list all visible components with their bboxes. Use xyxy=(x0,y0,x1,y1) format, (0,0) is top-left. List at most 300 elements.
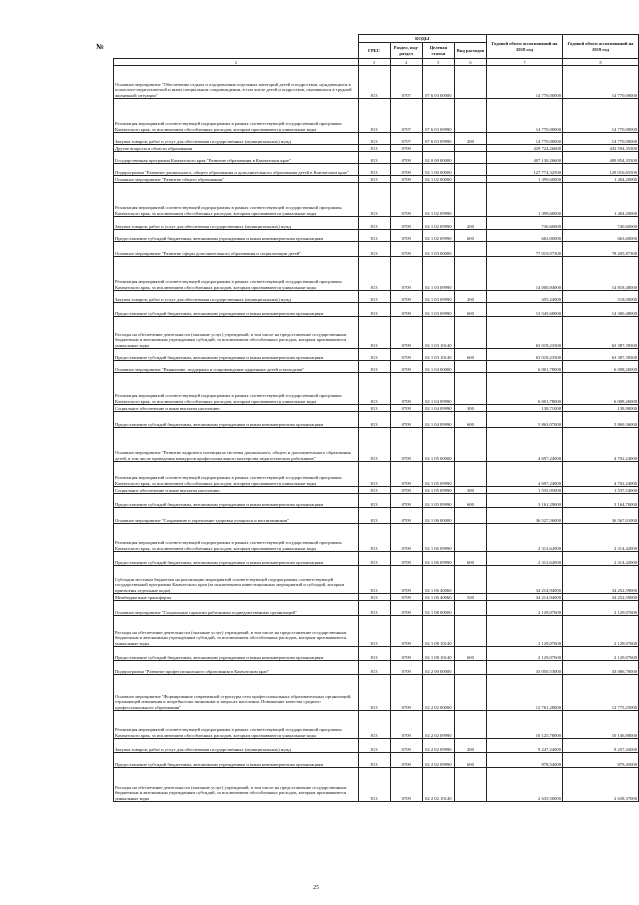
row-razdel: 0709 xyxy=(390,462,422,487)
row-celevaya: 02 1 06 09990 xyxy=(422,524,454,552)
row-grbs: 813 xyxy=(358,303,390,317)
row-celevaya: 02 1 02 09990 xyxy=(422,230,454,242)
row-name: Закупка товаров, работ и услуг для обеспечения государственных (муниципальных) нужд xyxy=(114,291,359,303)
row-2018: 878,54000 xyxy=(487,753,563,768)
row-vid: 600 xyxy=(454,552,486,566)
row-grbs: 813 xyxy=(358,462,390,487)
row-grbs: 813 xyxy=(358,616,390,647)
row-razdel: 0709 xyxy=(390,601,422,616)
row-grbs: 813 xyxy=(358,552,390,566)
row-name: Предоставление субсидий бюджетным, автономным учреждениям и иным некоммерческим организациям xyxy=(114,230,359,242)
row-2019: 1 404,20000 xyxy=(563,176,639,183)
row-2018: 14 770,00000 xyxy=(487,133,563,145)
row-2018: 63 018,23300 xyxy=(487,349,563,361)
row-2019: 138,90000 xyxy=(563,405,639,412)
row-celevaya: 02 1 04 09990 xyxy=(422,405,454,412)
row-grbs: 813 xyxy=(358,494,390,508)
row-2019: 409 854,35300 xyxy=(563,152,639,164)
row-razdel: 0709 xyxy=(390,164,422,176)
table-body xyxy=(114,59,639,802)
row-grbs: 813 xyxy=(358,133,390,145)
row-grbs: 813 xyxy=(358,647,390,661)
row-celevaya: 02 2 02 00000 xyxy=(422,675,454,711)
table-row xyxy=(114,711,639,739)
row-name: Реализация мероприятий соответствующей подпрограммы в рамках соответствующей государственной программы Камчатского края, за исключением обособленных расходов, которым присваиваются уникальные коды xyxy=(114,524,359,552)
table-row xyxy=(114,601,639,616)
row-name: Расходы на обеспечение деятельности (оказание услуг) учреждений, в том числе на предоставление государственным бюджетным и автономным учреждениям субсидий, за исключением обособленных расходов, которым присваиваются уникальные коды xyxy=(114,768,359,802)
row-razdel: 0709 xyxy=(390,183,422,217)
row-name: Основное мероприятие "Формирование современной структуры сети профессиональных образовательных организаций, отражающей изменения в потребностях экономики и запросах населения. Повышение качества среднего профессионального образования" xyxy=(114,675,359,711)
row-vid xyxy=(454,566,486,594)
row-celevaya: 02 1 05 09990 xyxy=(422,494,454,508)
row-name: Подпрограмма "Развитие дошкольного, общего образования и дополнительного образования детей в Камчатском крае" xyxy=(114,164,359,176)
row-name: Предоставление субсидий бюджетным, автономным учреждениям и иным некоммерческим организациям xyxy=(114,753,359,768)
row-vid: 600 xyxy=(454,494,486,508)
row-2018: 2 312,62000 xyxy=(487,524,563,552)
row-celevaya: 07 6 03 09990 xyxy=(422,99,454,133)
table-row xyxy=(114,217,639,230)
column-index: 2 xyxy=(114,59,359,66)
table-row xyxy=(114,361,639,373)
row-name: Реализация мероприятий соответствующей подпрограммы в рамках соответствующей государственной программы Камчатского края, за исключением обособленных расходов, которым присваиваются уникальные коды xyxy=(114,711,359,739)
table-row xyxy=(114,230,639,242)
row-razdel: 0709 xyxy=(390,524,422,552)
table-row xyxy=(114,152,639,164)
row-grbs: 813 xyxy=(358,183,390,217)
row-celevaya: 02 1 02 00000 xyxy=(422,176,454,183)
row-name: Другие вопросы в области образования xyxy=(114,145,359,152)
row-2018: 127 774,32500 xyxy=(487,164,563,176)
row-celevaya: 02 2 02 09990 xyxy=(422,739,454,753)
row-vid xyxy=(454,145,486,152)
row-2018: 36 527,56000 xyxy=(487,508,563,524)
row-grbs: 813 xyxy=(358,291,390,303)
row-celevaya: 02 1 06 00000 xyxy=(422,508,454,524)
row-vid xyxy=(454,428,486,462)
row-razdel: 0709 xyxy=(390,303,422,317)
row-grbs: 813 xyxy=(358,508,390,524)
row-razdel: 0709 xyxy=(390,412,422,428)
row-2019: 6 008,26000 xyxy=(563,361,639,373)
row-celevaya: 02 1 06 40060 xyxy=(422,566,454,594)
row-grbs: 813 xyxy=(358,601,390,616)
row-name: Реализация мероприятий соответствующей подпрограммы в рамках соответствующей государственной программы Камчатского края, за исключением обособленных расходов, которым присваиваются уникальные коды xyxy=(114,183,359,217)
row-2018: 2 635,50000 xyxy=(487,768,563,802)
row-2018: 10 125,78000 xyxy=(487,711,563,739)
column-index: 5 xyxy=(422,59,454,66)
row-2019: 3 164,70000 xyxy=(563,494,639,508)
row-name: Социальное обеспечение и иные выплаты населению xyxy=(114,487,359,494)
row-razdel: 0709 xyxy=(390,373,422,405)
row-razdel: 0709 xyxy=(390,257,422,291)
row-2018: 6 001,78000 xyxy=(487,361,563,373)
row-razdel: 0709 xyxy=(390,494,422,508)
row-grbs: 813 xyxy=(358,753,390,768)
table-row xyxy=(114,462,639,487)
row-celevaya: 02 2 02 09990 xyxy=(422,753,454,768)
row-2019: 740,60000 xyxy=(563,217,639,230)
row-name: Предоставление субсидий бюджетным, автономным учреждениям и иным некоммерческим организациям xyxy=(114,303,359,317)
row-name: Предоставление субсидий бюджетным, автономным учреждениям и иным некоммерческим организациям xyxy=(114,349,359,361)
row-2018: 4 697,24000 xyxy=(487,428,563,462)
row-grbs: 813 xyxy=(358,711,390,739)
row-2018: 9 247,24000 xyxy=(487,739,563,753)
table-row xyxy=(114,412,639,428)
row-vid: 600 xyxy=(454,230,486,242)
table-row xyxy=(114,616,639,647)
row-vid: 200 xyxy=(454,217,486,230)
table-row xyxy=(114,768,639,802)
table-row xyxy=(114,133,639,145)
row-celevaya: 02 1 02 09990 xyxy=(422,217,454,230)
row-grbs: 813 xyxy=(358,739,390,753)
row-2019: 4 702,24000 xyxy=(563,428,639,462)
row-grbs: 813 xyxy=(358,405,390,412)
row-vid xyxy=(454,99,486,133)
row-razdel: 0709 xyxy=(390,291,422,303)
row-name: Закупка товаров, работ и услуг для обеспечения государственных (муниципальных) нужд xyxy=(114,133,359,145)
row-razdel: 0709 xyxy=(390,616,422,647)
row-razdel: 0709 xyxy=(390,675,422,711)
row-name: Основное мероприятие "Развитие общего образования" xyxy=(114,176,359,183)
row-2019: 34 252,59000 xyxy=(563,594,639,601)
row-grbs: 813 xyxy=(358,152,390,164)
table-row xyxy=(114,317,639,349)
row-2018: 34 214,94000 xyxy=(487,594,563,601)
row-2019: 78 205,87300 xyxy=(563,242,639,257)
row-2019: 14 770,00000 xyxy=(563,99,639,133)
row-2019: 34 252,59000 xyxy=(563,566,639,594)
number-column-sign: № xyxy=(96,42,104,51)
table-row xyxy=(114,524,639,552)
row-name: Расходы на обеспечение деятельности (оказание услуг) учреждений, в том числе на предоставление государственным бюджетным и автономным учреждениям субсидий, за исключением обособленных расходов, которым присваиваются уникальные коды xyxy=(114,317,359,349)
row-razdel: 0709 xyxy=(390,594,422,601)
row-vid xyxy=(454,361,486,373)
row-2019: 2 129,07600 xyxy=(563,601,639,616)
row-grbs: 813 xyxy=(358,317,390,349)
row-2018: 455,24000 xyxy=(487,291,563,303)
row-grbs: 813 xyxy=(358,145,390,152)
row-vid: 200 xyxy=(454,291,486,303)
row-2019: 6 008,26000 xyxy=(563,373,639,405)
row-2018: 2 312,62000 xyxy=(487,552,563,566)
row-razdel: 0709 xyxy=(390,711,422,739)
row-razdel: 0709 xyxy=(390,361,422,373)
row-2018: 14 770,00000 xyxy=(487,66,563,99)
row-celevaya: 02 1 05 09990 xyxy=(422,487,454,494)
row-name: Основное мероприятие "Развитие кадрового потенциала системы дошкольного, общего и дополнительного образования детей, в том числе проведения конкурсов профессионального мастерства педагогических работников" xyxy=(114,428,359,462)
table-row xyxy=(114,508,639,524)
row-razdel: 0709 xyxy=(390,566,422,594)
row-celevaya: 02 1 00 00000 xyxy=(422,164,454,176)
row-2018: 1 535,95000 xyxy=(487,487,563,494)
header-2019: Годовой объем ассигнований на 2019 год xyxy=(563,35,639,59)
row-grbs: 813 xyxy=(358,566,390,594)
row-vid: 600 xyxy=(454,349,486,361)
row-razdel: 0709 xyxy=(390,647,422,661)
row-celevaya: 02 1 03 09990 xyxy=(422,257,454,291)
header-celevaya: Целевая статья xyxy=(422,43,454,59)
column-index: 4 xyxy=(390,59,422,66)
row-2018: 14 770,00000 xyxy=(487,99,563,133)
row-2019: 5 869,36000 xyxy=(563,412,639,428)
row-2019: 14 300,48000 xyxy=(563,303,639,317)
row-razdel: 0709 xyxy=(390,230,422,242)
row-razdel: 0709 xyxy=(390,176,422,183)
row-2018: 2 129,07600 xyxy=(487,601,563,616)
table-row xyxy=(114,566,639,594)
row-razdel: 0709 xyxy=(390,753,422,768)
row-razdel: 0709 xyxy=(390,552,422,566)
row-2018: 13 545,60000 xyxy=(487,303,563,317)
row-2019: 63 387,39300 xyxy=(563,349,639,361)
row-celevaya: 02 1 04 09990 xyxy=(422,373,454,405)
row-celevaya xyxy=(422,145,454,152)
header-grbs: ГРБС xyxy=(358,43,390,59)
row-2018: 77 019,07300 xyxy=(487,242,563,257)
row-2019: 2 638,37000 xyxy=(563,768,639,802)
row-name: Реализация мероприятий соответствующей подпрограммы в рамках соответствующей государственной программы Камчатского края, за исключением обособленных расходов, которым присваиваются уникальные коды xyxy=(114,257,359,291)
row-vid xyxy=(454,317,486,349)
row-grbs: 813 xyxy=(358,176,390,183)
row-vid: 200 xyxy=(454,739,486,753)
row-2019: 2 314,42000 xyxy=(563,552,639,566)
row-2019: 129 016,65500 xyxy=(563,164,639,176)
table-row xyxy=(114,164,639,176)
row-vid: 600 xyxy=(454,412,486,428)
budget-table xyxy=(113,34,639,802)
row-2018: 407 130,26600 xyxy=(487,152,563,164)
row-name: Основное мероприятие "Обеспечение отдыха и оздоровления отдельных категорий детей и подростков, нуждающихся в психолого-педагогической и ином специальном сопровождении, в том числе детей и подростков, оказавшихся в трудной жизненной ситуации" xyxy=(114,66,359,99)
row-celevaya: 02 1 06 09990 xyxy=(422,552,454,566)
table-row xyxy=(114,373,639,405)
row-name: Социальное обеспечение и иные выплаты населению xyxy=(114,405,359,412)
row-vid xyxy=(454,616,486,647)
table-row xyxy=(114,552,639,566)
row-vid xyxy=(454,373,486,405)
row-vid: 300 xyxy=(454,405,486,412)
row-2018: 33 050,53000 xyxy=(487,661,563,675)
row-celevaya: 02 1 03 09990 xyxy=(422,303,454,317)
row-grbs: 813 xyxy=(358,242,390,257)
row-celevaya: 02 1 04 00000 xyxy=(422,361,454,373)
row-name: Подпрограмма "Развитие профессионального образования в Камчатском крае" xyxy=(114,661,359,675)
row-grbs: 813 xyxy=(358,230,390,242)
row-2018: 663,00000 xyxy=(487,230,563,242)
row-celevaya: 02 2 02 10140 xyxy=(422,768,454,802)
row-2018: 6 001,78000 xyxy=(487,373,563,405)
row-name: Предоставление субсидий бюджетным, автономным учреждениям и иным некоммерческим организациям xyxy=(114,412,359,428)
row-2018: 4 697,24000 xyxy=(487,462,563,487)
row-grbs: 813 xyxy=(358,217,390,230)
row-2018: 34 214,94000 xyxy=(487,566,563,594)
row-2019: 36 567,01000 xyxy=(563,508,639,524)
row-celevaya: 02 1 03 09990 xyxy=(422,291,454,303)
row-grbs: 813 xyxy=(358,99,390,133)
row-celevaya: 07 6 03 00000 xyxy=(422,66,454,99)
row-name: Расходы на обеспечение деятельности (оказание услуг) учреждений, в том числе на предоставление государственным бюджетным и автономным учреждениям субсидий, за исключением обособленных расходов, которым присваиваются уникальные коды xyxy=(114,616,359,647)
row-razdel: 0709 xyxy=(390,145,422,152)
row-2019: 14 770,00000 xyxy=(563,133,639,145)
row-vid: 500 xyxy=(454,594,486,601)
row-2019: 33 086,78000 xyxy=(563,661,639,675)
row-vid xyxy=(454,661,486,675)
column-index: 8 xyxy=(563,59,639,66)
row-vid: 300 xyxy=(454,487,486,494)
table-row xyxy=(114,661,639,675)
row-vid: 600 xyxy=(454,753,486,768)
row-name: Реализация мероприятий соответствующей подпрограммы в рамках соответствующей государственной программы Камчатского края, за исключением обособленных расходов, которым присваиваются уникальные коды xyxy=(114,462,359,487)
column-index: 6 xyxy=(454,59,486,66)
row-celevaya: 02 1 03 10140 xyxy=(422,317,454,349)
row-2018: 1 399,60000 xyxy=(487,183,563,217)
row-celevaya: 07 6 03 09990 xyxy=(422,133,454,145)
row-2018: 429 724,26600 xyxy=(487,145,563,152)
row-name: Предоставление субсидий бюджетным, автономным учреждениям и иным некоммерческим организациям xyxy=(114,647,359,661)
row-celevaya: 02 1 02 09990 xyxy=(422,183,454,217)
row-2019: 1 404,20000 xyxy=(563,183,639,217)
header-vid: Вид расходов xyxy=(454,43,486,59)
table-row xyxy=(114,675,639,711)
row-name: Основное мероприятие "Выявление, поддержка и сопровождение одаренных детей и молодежи" xyxy=(114,361,359,373)
row-celevaya: 02 1 05 09990 xyxy=(422,462,454,487)
column-index-row xyxy=(114,59,639,66)
row-celevaya: 02 1 03 10140 xyxy=(422,349,454,361)
table-row xyxy=(114,257,639,291)
row-razdel: 0709 xyxy=(390,487,422,494)
row-2019: 10 136,88000 xyxy=(563,711,639,739)
row-2019: 432 594,35300 xyxy=(563,145,639,152)
row-grbs: 813 xyxy=(358,349,390,361)
row-vid xyxy=(454,242,486,257)
row-2019: 14 818,48000 xyxy=(563,257,639,291)
table-row xyxy=(114,405,639,412)
row-vid xyxy=(454,524,486,552)
row-celevaya: 02 2 00 00000 xyxy=(422,661,454,675)
row-name: Основное мероприятие "Развитие сферы дополнительного образования и социализации детей" xyxy=(114,242,359,257)
row-grbs: 813 xyxy=(358,66,390,99)
row-name: Субсидии местным бюджетам на реализацию мероприятий соответствующей подпрограммы соответствующей государственной программы Камчатского края (за исключением инвестиционных мероприятий и субсидий, которым присвоены отдельные коды) xyxy=(114,566,359,594)
row-celevaya: 02 1 08 10140 xyxy=(422,616,454,647)
row-vid xyxy=(454,152,486,164)
row-vid xyxy=(454,176,486,183)
row-razdel: 0709 xyxy=(390,152,422,164)
row-razdel: 0709 xyxy=(390,217,422,230)
row-name: Закупка товаров, работ и услуг для обеспечения государственных (муниципальных) нужд xyxy=(114,217,359,230)
row-vid xyxy=(454,675,486,711)
row-celevaya: 02 1 08 00000 xyxy=(422,601,454,616)
table-row xyxy=(114,349,639,361)
row-razdel: 0709 xyxy=(390,242,422,257)
row-razdel: 0709 xyxy=(390,661,422,675)
row-grbs: 813 xyxy=(358,361,390,373)
row-celevaya: 02 1 06 40060 xyxy=(422,594,454,601)
table-row xyxy=(114,145,639,152)
row-2018: 63 018,23300 xyxy=(487,317,563,349)
row-celevaya: 02 1 08 10140 xyxy=(422,647,454,661)
row-2019: 2 314,42000 xyxy=(563,524,639,552)
row-vid xyxy=(454,66,486,99)
row-vid xyxy=(454,257,486,291)
table-row xyxy=(114,66,639,99)
row-name: Реализация мероприятий соответствующей подпрограммы в рамках соответствующей государственной программы Камчатского края, за исключением обособленных расходов, которым присваиваются уникальные коды xyxy=(114,373,359,405)
row-2018: 5 863,07000 xyxy=(487,412,563,428)
row-grbs: 813 xyxy=(358,487,390,494)
row-2019: 12 775,25000 xyxy=(563,675,639,711)
row-2018: 2 129,07600 xyxy=(487,616,563,647)
row-2019: 2 129,07600 xyxy=(563,616,639,647)
row-vid xyxy=(454,462,486,487)
row-razdel: 0707 xyxy=(390,133,422,145)
row-grbs: 813 xyxy=(358,524,390,552)
row-razdel: 0709 xyxy=(390,739,422,753)
row-2019: 879,45000 xyxy=(563,753,639,768)
row-name: Межбюджетные трансферты xyxy=(114,594,359,601)
row-vid: 600 xyxy=(454,303,486,317)
row-grbs: 813 xyxy=(358,594,390,601)
header-blank xyxy=(114,35,359,59)
table-row xyxy=(114,183,639,217)
table-row xyxy=(114,753,639,768)
table-row xyxy=(114,99,639,133)
row-name: Закупка товаров, работ и услуг для обеспечения государственных (муниципальных) нужд xyxy=(114,739,359,753)
row-vid xyxy=(454,183,486,217)
row-2018: 3 161,29000 xyxy=(487,494,563,508)
row-grbs: 813 xyxy=(358,675,390,711)
row-razdel: 0709 xyxy=(390,349,422,361)
column-index: 3 xyxy=(358,59,390,66)
row-grbs: 813 xyxy=(358,373,390,405)
row-name: Основное мероприятие "Социальные гарантии работникам подведомственных организаций" xyxy=(114,601,359,616)
table-row xyxy=(114,487,639,494)
row-grbs: 813 xyxy=(358,257,390,291)
row-2018: 14 000,84000 xyxy=(487,257,563,291)
row-2018: 138,71000 xyxy=(487,405,563,412)
row-vid xyxy=(454,601,486,616)
row-razdel: 0707 xyxy=(390,66,422,99)
row-name: Государственная программа Камчатского края "Развитие образования в Камчатском крае" xyxy=(114,152,359,164)
row-name: Основное мероприятие "Сохранение и укрепление здоровья учащихся и воспитанников" xyxy=(114,508,359,524)
row-2019: 1 537,54000 xyxy=(563,487,639,494)
row-grbs: 813 xyxy=(358,412,390,428)
row-2019: 4 702,24000 xyxy=(563,462,639,487)
header-razdel: Раздел, под-раздел xyxy=(390,43,422,59)
table-row xyxy=(114,594,639,601)
row-razdel: 0709 xyxy=(390,428,422,462)
row-razdel: 0707 xyxy=(390,99,422,133)
row-name: Предоставление субсидий бюджетным, автономным учреждениям и иным некоммерческим организациям xyxy=(114,552,359,566)
row-vid: 200 xyxy=(454,133,486,145)
row-name: Предоставление субсидий бюджетным, автономным учреждениям и иным некоммерческим организациям xyxy=(114,494,359,508)
row-vid xyxy=(454,768,486,802)
table-row xyxy=(114,647,639,661)
row-grbs: 813 xyxy=(358,768,390,802)
table-row xyxy=(114,291,639,303)
row-vid xyxy=(454,164,486,176)
row-2019: 14 770,00000 xyxy=(563,66,639,99)
table-row xyxy=(114,494,639,508)
row-name: Реализация мероприятий соответствующей подпрограммы в рамках соответствующей государственной программы Камчатского края, за исключением обособленных расходов, которым присваиваются уникальные коды xyxy=(114,99,359,133)
row-2019: 518,00000 xyxy=(563,291,639,303)
table-row xyxy=(114,242,639,257)
row-grbs: 813 xyxy=(358,164,390,176)
row-2019: 2 129,07600 xyxy=(563,647,639,661)
row-2019: 9 257,43000 xyxy=(563,739,639,753)
column-index: 7 xyxy=(487,59,563,66)
header-codes: КОДЫ xyxy=(358,35,487,43)
row-razdel: 0709 xyxy=(390,768,422,802)
page-number: 25 xyxy=(313,885,319,891)
